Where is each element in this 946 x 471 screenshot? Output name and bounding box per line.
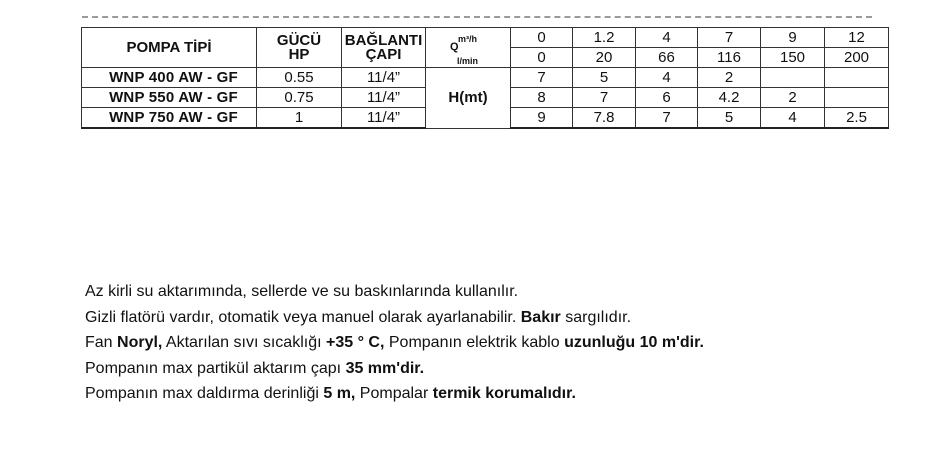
head-value: 7 (573, 88, 636, 108)
description-line-1 (85, 279, 704, 305)
flow-lmin-cell: 200 (825, 48, 889, 68)
connection-value: 11/4” (342, 68, 426, 88)
head-value: 2 (761, 88, 825, 108)
flow-unit-lmin: l/min (457, 56, 479, 66)
head-value: 7 (636, 108, 698, 129)
product-description (85, 279, 704, 407)
flow-m3h-cell: 0 (511, 28, 573, 48)
model-name: WNP 750 AW - GF (82, 108, 257, 129)
head-value: 2 (698, 68, 761, 88)
head-value: 2.5 (825, 108, 889, 129)
connection-header (342, 28, 426, 68)
flow-m3h-cell: 12 (825, 28, 889, 48)
description-text: sargılıdır. (560, 308, 632, 326)
flow-m3h-cell: 7 (698, 28, 761, 48)
model-name: WNP 400 AW - GF (82, 68, 257, 88)
model-name: WNP 550 AW - GF (82, 88, 257, 108)
power-value: 0.55 (257, 68, 342, 88)
description-text: Pompanın max daldırma derinliği (85, 385, 324, 402)
description-bold: 35 mm'dir. (345, 359, 425, 377)
head-value: 4 (761, 108, 825, 129)
flow-lmin-cell: 20 (573, 48, 636, 68)
head-value (761, 68, 825, 88)
flow-header (426, 28, 511, 68)
flow-lmin-cell: 116 (698, 48, 761, 68)
description-text: Pompanın elektrik kablo (384, 334, 565, 351)
connection-header-line2: ÇAPI (365, 45, 402, 63)
description-bold: Bakır (520, 308, 561, 326)
head-value: 8 (511, 88, 573, 108)
description-line-3 (85, 330, 704, 356)
power-header (257, 28, 342, 68)
power-value: 1 (257, 108, 342, 129)
connection-header-line1: BAĞLANTI (344, 31, 423, 49)
header-row-flow-m3h (82, 28, 889, 48)
flow-m3h-cell: 9 (761, 28, 825, 48)
head-value (825, 68, 889, 88)
top-divider (82, 16, 872, 18)
description-line-5 (85, 381, 704, 407)
flow-lmin-cell: 66 (636, 48, 698, 68)
head-value: 9 (511, 108, 573, 129)
table-row (82, 68, 889, 88)
description-bold: termik korumalıdır. (432, 385, 576, 402)
power-header-line2: HP (288, 45, 310, 63)
head-value: 7.8 (573, 108, 636, 129)
description-text: Gizli flatörü vardır, otomatik veya manuel olarak ayarlanabilir. (85, 308, 521, 326)
flow-unit-m3h: m³/h (458, 34, 477, 44)
description-text: Fan (85, 334, 118, 351)
head-value: 4 (636, 68, 698, 88)
pump-spec-table (81, 27, 889, 129)
description-text: Pompanın max partikül aktarım çapı (85, 359, 346, 377)
description-line-2 (85, 305, 704, 331)
head-value: 5 (573, 68, 636, 88)
description-line-4 (85, 356, 704, 382)
head-value: 7 (511, 68, 573, 88)
description-text: Aktarılan sıvı sıcaklığı (162, 334, 326, 351)
power-value: 0.75 (257, 88, 342, 108)
pump-type-header: POMPA TİPİ (82, 28, 257, 68)
head-value: 5 (698, 108, 761, 129)
connection-value: 11/4” (342, 108, 426, 129)
description-text: Pompalar (355, 385, 433, 402)
flow-lmin-cell: 0 (511, 48, 573, 68)
flow-q-label: Q (450, 41, 459, 53)
description-bold: +35 ° C, (325, 334, 385, 351)
flow-lmin-cell: 150 (761, 48, 825, 68)
head-value: 4.2 (698, 88, 761, 108)
description-bold: uzunluğu 10 m'dir. (564, 334, 704, 351)
power-header-line1: GÜCÜ (276, 31, 322, 49)
head-value: 6 (636, 88, 698, 108)
head-label: H(mt) (426, 68, 511, 129)
flow-m3h-cell: 4 (636, 28, 698, 48)
description-text: Az kirli su aktarımında, sellerde ve su baskınlarında kullanılır. (85, 283, 519, 300)
head-value (825, 88, 889, 108)
description-bold: 5 m, (323, 385, 356, 402)
flow-m3h-cell: 1.2 (573, 28, 636, 48)
description-bold: Noryl, (117, 334, 163, 351)
connection-value: 11/4” (342, 88, 426, 108)
